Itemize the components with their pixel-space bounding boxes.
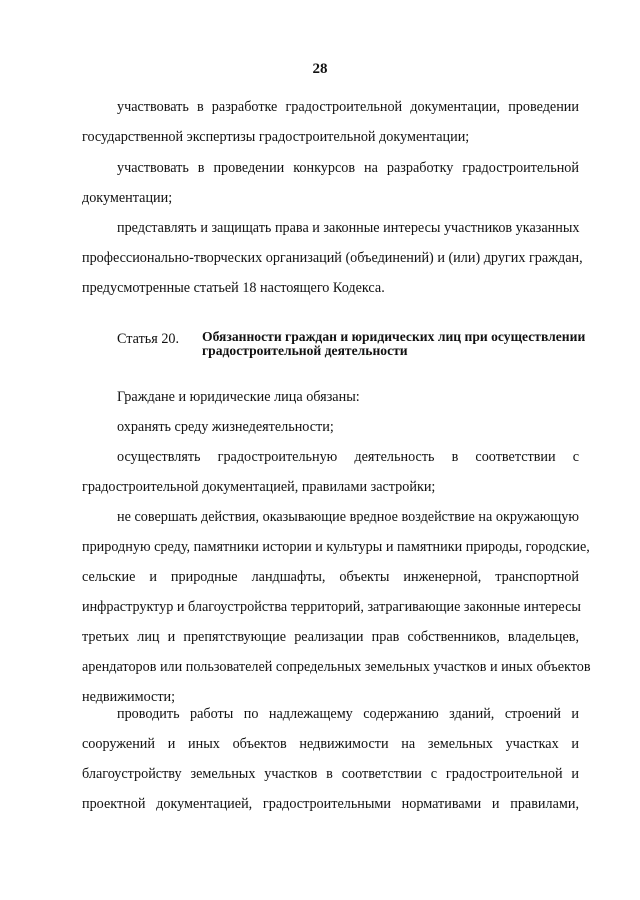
text-line: предусмотренные статьей 18 настоящего Кодекса.	[82, 280, 385, 296]
paragraph-maintain-buildings	[82, 705, 579, 825]
paragraph-participate-contests	[82, 159, 579, 219]
text-line: сооружений и иных объектов недвижимости на земельных участках и	[82, 736, 579, 752]
text-line: документации;	[82, 190, 173, 206]
text-line: благоустройству земельных участков в соответствии с градостроительной и	[82, 766, 579, 782]
text-line: охранять среду жизнедеятельности;	[117, 419, 334, 435]
article-title-line: градостроительной деятельности	[202, 343, 408, 358]
paragraph-no-harmful-actions	[82, 508, 591, 718]
text-line: осуществлять градостроительную деятельность в соответствии с	[117, 449, 579, 465]
text-line: участвовать в разработке градостроительной документации, проведении	[117, 99, 579, 115]
paragraph-comply-documentation	[82, 448, 579, 508]
article-label: Статья 20.	[117, 331, 180, 347]
text-line: государственной экспертизы градостроительной документации;	[82, 129, 470, 145]
text-line: арендаторов или пользователей сопредельных земельных участков и иных объектов	[82, 659, 591, 675]
text-line: участвовать в проведении конкурсов на разработку градостроительной	[117, 160, 579, 176]
text-line: сельские и природные ландшафты, объекты инженерной, транспортной	[82, 569, 579, 585]
text-line: градостроительной документацией, правилами застройки;	[82, 479, 436, 495]
text-line: инфраструктур и благоустройства территорий, затрагивающие законные интересы	[82, 599, 581, 615]
text-line: представлять и защищать права и законные интересы участников указанных	[117, 220, 580, 236]
text-line: природную среду, памятники истории и культуры и памятники природы, городские,	[82, 539, 590, 555]
article-title-line: Обязанности граждан и юридических лиц при осуществлении	[202, 329, 586, 344]
text-line: Граждане и юридические лица обязаны:	[117, 389, 360, 405]
text-line: проводить работы по надлежащему содержанию зданий, строений и	[117, 706, 579, 722]
paragraph-represent-rights	[82, 219, 583, 309]
paragraph-protect-environment	[82, 418, 579, 448]
text-line: не совершать действия, оказывающие вредное воздействие на окружающую	[117, 509, 579, 525]
paragraph-obligations-intro	[82, 388, 579, 418]
article-title	[202, 329, 586, 358]
text-line: третьих лиц и препятствующие реализации прав собственников, владельцев,	[82, 629, 579, 645]
text-line: проектной документацией, градостроительными нормативами и правилами,	[82, 796, 579, 812]
page-number: 28	[312, 61, 328, 77]
text-line: недвижимости;	[82, 689, 176, 705]
paragraph-participate-documentation	[82, 98, 579, 158]
text-line: профессионально-творческих организаций (объединений) и (или) других граждан,	[82, 250, 583, 266]
